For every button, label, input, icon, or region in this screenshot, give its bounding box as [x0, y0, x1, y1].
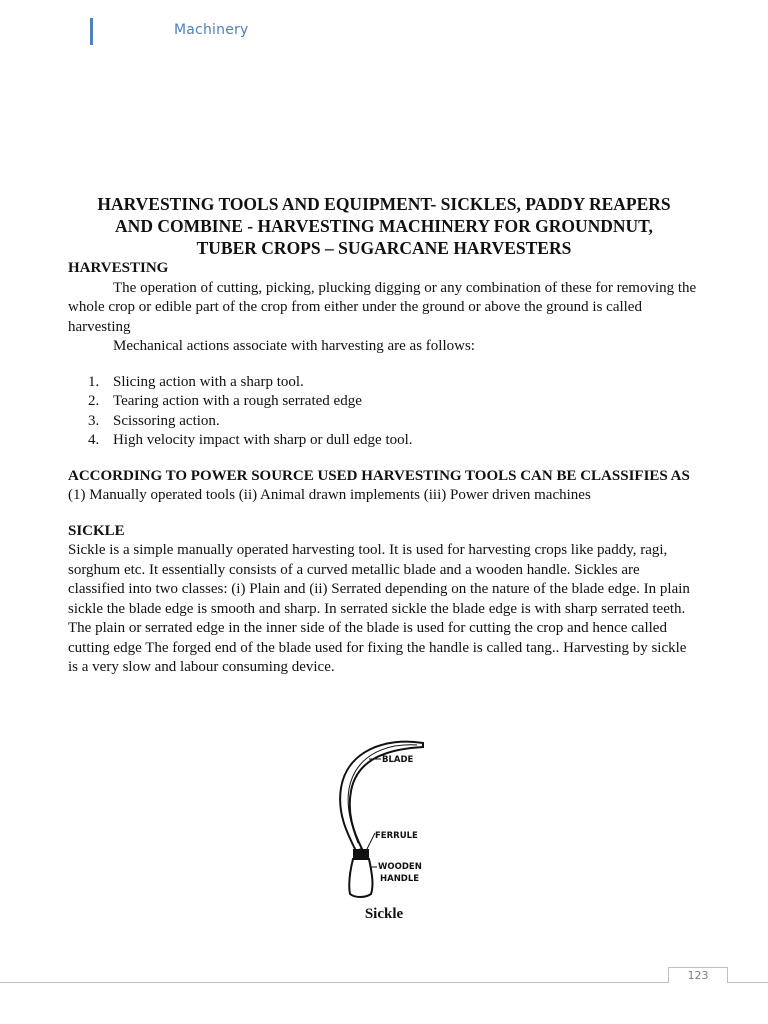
- harvesting-intro: Mechanical actions associate with harvesting are as follows:: [113, 338, 475, 354]
- ferrule-leader-line: [367, 833, 375, 849]
- title-line-3: TUBER CROPS – SUGARCANE HARVESTERS: [196, 238, 572, 258]
- ferrule-label: FERRULE: [375, 831, 418, 841]
- list-item: [68, 412, 700, 432]
- title-line-1: HARVESTING TOOLS AND EQUIPMENT- SICKLES, PADDY REAPERS: [97, 194, 671, 214]
- list-item: [68, 431, 700, 451]
- harvesting-definition: The operation of cutting, picking, plucking digging or any combination of these for removing the whole crop or edible part of the crop from either under the ground or above the ground is called harvesting: [68, 279, 697, 335]
- harvesting-heading: HARVESTING: [68, 260, 169, 276]
- harvesting-actions-list: [68, 373, 700, 451]
- page-content: [68, 259, 700, 678]
- sickle-figure: [325, 733, 445, 903]
- sickle-handle: [349, 859, 372, 897]
- sickle-illustration: [325, 733, 445, 903]
- title-line-2: AND COMBINE - HARVESTING MACHINERY FOR GROUNDNUT,: [115, 216, 653, 236]
- list-number: 1.: [88, 373, 100, 390]
- list-text: Scissoring action.: [113, 412, 220, 429]
- list-item: [68, 373, 700, 393]
- blade-label: BLADE: [382, 755, 414, 765]
- sickle-heading: SICKLE: [68, 522, 125, 539]
- list-number: 4.: [88, 432, 100, 448]
- figure-caption: Sickle: [364, 906, 404, 922]
- wooden-label: WOODEN: [378, 862, 422, 872]
- header-accent-bar: [90, 18, 93, 45]
- sickle-ferrule: [353, 849, 369, 859]
- classification-text: (1) Manually operated tools (ii) Animal drawn implements (iii) Power driven machines: [68, 487, 591, 503]
- list-text: Tearing action with a rough serrated edge: [113, 393, 362, 409]
- footer-rule: [0, 982, 768, 983]
- running-header: Machinery: [174, 22, 249, 38]
- list-number: 2.: [88, 393, 100, 409]
- handle-label: HANDLE: [380, 874, 420, 884]
- list-number: 3.: [88, 412, 100, 429]
- page-title: [68, 193, 700, 259]
- classification-heading: ACCORDING TO POWER SOURCE USED HARVESTING TOOLS CAN BE CLASSIFIES AS: [68, 467, 690, 484]
- sickle-text: Sickle is a simple manually operated harvesting tool. It is used for harvesting crops like paddy, ragi, sorghum etc. It essentially consists of a curved metallic blade and a wooden handle. Sickles are classified into two classes: (i) Plain and (ii) Serrated depending on the nature of the blade edge. In plain sickle the blade edge is smooth and sharp. In serrated sickle the blade edge is with sharp serrated teeth. The plain or serrated edge in the inner side of the blade is used for cutting the crop and hence called cutting edge The forged end of the blade used for fixing the handle is called tang.. Harvesting by sickle is a very slow and labour consuming device.: [68, 542, 690, 675]
- list-text: Slicing action with a sharp tool.: [113, 373, 304, 390]
- list-text: High velocity impact with sharp or dull edge tool.: [113, 432, 413, 448]
- list-item: [68, 392, 700, 412]
- page-number: 123: [668, 967, 728, 983]
